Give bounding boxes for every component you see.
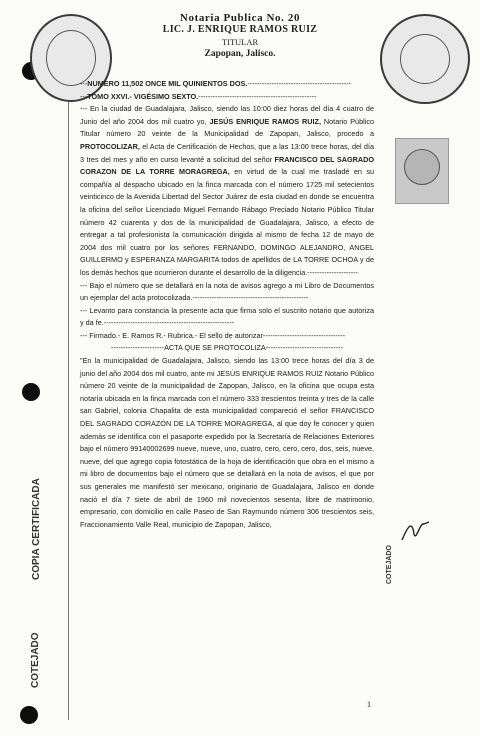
punch-hole-bottom bbox=[20, 706, 38, 724]
handwritten-initials bbox=[398, 516, 432, 546]
paragraph-5: ----------------------ACTA QUE SE PROTOCOLIZA-------------------------------- bbox=[110, 343, 344, 353]
paragraph-4: --- Firmado.- E. Ramos R.- Rubrica.- El sello de autorizar---------------------------------- bbox=[80, 330, 346, 340]
cotejado-stamp-left: COTEJADO bbox=[30, 632, 41, 688]
paragraph-1: --- En la ciudad de Guadalajara, Jalisco, siendo las 10:00 diez horas del día 4 cuatro de Junio del año 2004 dos mil cuatro yo, JESÚS ENRIQUE RAMOS RUIZ, Notario Público Titular número 20 veinte de la Municipalidad de Zapopan, Jalisco, procedo a PROTOCOLIZAR, el Acta de Certificación de Hechos, que a las 13:00 trece horas, del día 3 tres del mes y año en curso levanté a solicitud del señor FRANCISCO DEL SAGRADO CORAZON DE LA TORRE MORAGREGA, en virtud de la cual me trasladé en su compañía al despacho ubicado en la finca marcada con el número 1725 mil setecientos veinticinco de la Avenida Libertad del Sector Juárez de esta ciudad en donde se encuentra la oficina del señor Licenciado Miguel Fernando Rábago Preciado Notario Público Titular número 42 cuarenta y dos de la municipalidad de Guadalajara, Jalisco, a efecto de entregar a tal profesionista la comunicación dirigida al mismo de fecha 12 de mayo de 2004 dos mil cuatro por los señores FERNANDO, DOMINGO ALEJANDRO, ANGEL GUILLERMO y ESPERANZA MARGARITA todos de apellidos de LA TORRE OCHOA y de los demás hechos que ocurrieron durante el desarrollo de la diligencia.--------------------- bbox=[80, 104, 375, 277]
paragraph-6: "En la municipalidad de Guadalajara, Jalisco, siendo las 13:00 trece horas del día 3 de junio del año 2004 dos mil cuatro, ante mi JESÚS ENRIQUE RAMOS RUIZ Notario Público número 20 veinte de la municipalidad de Zapopan, Jalisco, en la oficina que ocupa esta notaría ubicada en la finca marcada con el número 333 trescientos treinta y tres de la calle san Gabriel, colonia Chapalita de esta municipalidad compareció el señor FRANCISCO DEL SAGRADO CORAZÓN DE LA TORRE MORAGREGA, al que doy fe conocer y quien además se identifica con el pasaporte expedido por la Secretaría de Relaciones Exteriores bajo el número 99140002699 nueve, nueve, uno, cuatro, cero, cero, cero, dos, seis, nueve, nueve, del que agrego copia fotostática de la hoja de identificación que obra en el mismo a mi libro de documentos bajo el número que se detallará en la nota de avisos, el que por sus generales me manifestó ser mexicano, originario de Guadalajara, Jalisco en donde nació el día 7 siete de abril de 1960 mil novecientos sesenta, libre de matrimonio, empresario, con domicilio en calle Paseo de San Raymundo número 306 trescientos seis, Fraccionamiento Valle Real, municipio de Zapopan, Jalisco, bbox=[80, 356, 374, 529]
tomo-line: ---TOMO XXVI.- VIGÉSIMO SEXTO.------------------------------------------------- bbox=[80, 91, 317, 101]
notary-titular: TITULAR bbox=[221, 37, 259, 47]
page-number: 1 bbox=[367, 700, 371, 709]
paragraph-3: --- Levanto para constancia la presente acta que firma solo el suscrito notario que autoriza y da fe.------------------------------------------------------ bbox=[80, 305, 374, 328]
paragraph-2: --- Bajo el número que se detallará en la nota de avisos agrego a mi Libro de Documentos un ejemplar del acta protocolizada.------------------------------------------------ bbox=[80, 280, 374, 303]
notary-name: LIC. J. ENRIQUE RAMOS RUIZ bbox=[162, 24, 318, 35]
notary-title: Notaria Publica No. 20 bbox=[179, 12, 301, 24]
copia-certificada-stamp: COPIA CERTIFICADA bbox=[31, 478, 42, 580]
deed-number-line: ---NUMERO 11,502 ONCE MIL QUINIENTOS DOS.------------------------------------------- bbox=[80, 79, 352, 88]
letterhead bbox=[130, 12, 350, 60]
deed-text bbox=[80, 78, 374, 531]
cotejado-stamp-right: COTEJADO bbox=[386, 545, 393, 584]
notary-city: Zapopan, Jalisco. bbox=[204, 49, 276, 59]
notary-seal-right bbox=[380, 14, 470, 104]
left-margin-line bbox=[68, 80, 69, 720]
revenue-stamp bbox=[395, 138, 449, 204]
punch-hole-mid bbox=[22, 383, 40, 401]
